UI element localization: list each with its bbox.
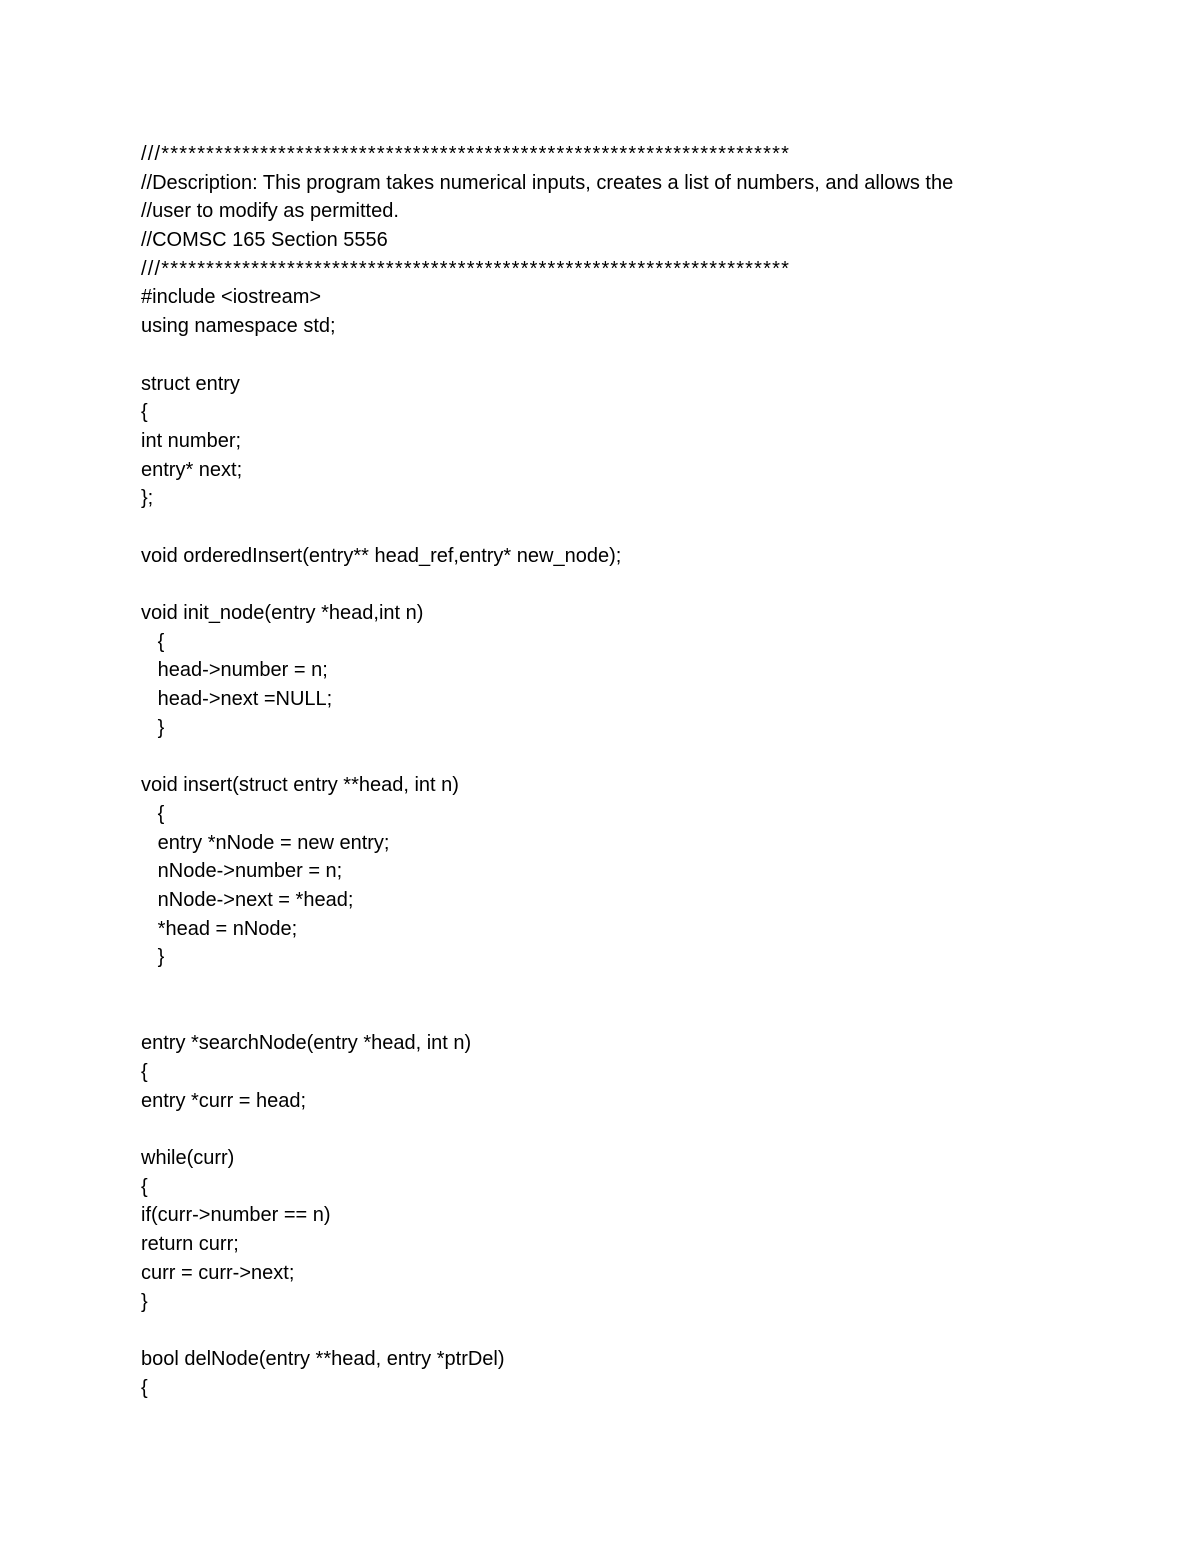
code-line: head->next =NULL; (141, 688, 333, 711)
comment-banner-top: ///********************************************************************** (141, 143, 791, 165)
code-line: void insert(struct entry **head, int n) (141, 774, 459, 797)
code-line: { (141, 1175, 148, 1198)
code-line: #include <iostream> (141, 286, 322, 309)
code-line (141, 1115, 1081, 1144)
code-line (141, 570, 1081, 599)
code-line: entry *searchNode(entry *head, int n) (141, 1032, 472, 1055)
comment-description-cont: //user to modify as permitted. (141, 200, 399, 223)
comment-course: //COMSC 165 Section 5556 (141, 229, 388, 252)
code-line: } (141, 1290, 148, 1313)
code-line (141, 341, 1081, 370)
code-line: curr = curr->next; (141, 1261, 295, 1284)
code-line: head->number = n; (141, 659, 328, 682)
code-line: *head = nNode; (141, 917, 298, 940)
code-line: { (141, 630, 165, 653)
code-line (141, 742, 1081, 771)
code-line: { (141, 802, 165, 825)
code-line: entry* next; (141, 458, 243, 481)
code-line: if(curr->number == n) (141, 1204, 331, 1227)
code-line: bool delNode(entry **head, entry *ptrDel) (141, 1347, 505, 1370)
code-line: return curr; (141, 1233, 239, 1256)
code-line: { (141, 401, 148, 424)
code-line: using namespace std; (141, 315, 336, 338)
code-line: }; (141, 487, 154, 510)
code-line: } (141, 716, 165, 739)
code-line: int number; (141, 429, 242, 452)
code-line: entry *nNode = new entry; (141, 831, 390, 854)
code-line (141, 1316, 1081, 1345)
code-line: while(curr) (141, 1147, 235, 1170)
comment-description: //Description: This program takes numerical inputs, creates a list of numbers, and allows the (141, 171, 954, 194)
code-line: void orderedInsert(entry** head_ref,entry* new_node); (141, 544, 622, 567)
comment-banner-bottom: ///********************************************************************** (141, 257, 791, 280)
code-line (141, 1001, 1081, 1030)
code-line: { (141, 1376, 148, 1399)
code-line: void init_node(entry *head,int n) (141, 602, 424, 624)
code-line: } (141, 946, 165, 969)
code-listing (141, 140, 1081, 1402)
code-line: nNode->number = n; (141, 860, 343, 883)
code-line (141, 513, 1081, 542)
code-line: nNode->next = *head; (141, 888, 354, 911)
code-line: struct entry (141, 372, 240, 395)
code-line (141, 972, 1081, 1001)
code-line: { (141, 1061, 148, 1083)
code-line: entry *curr = head; (141, 1089, 307, 1112)
